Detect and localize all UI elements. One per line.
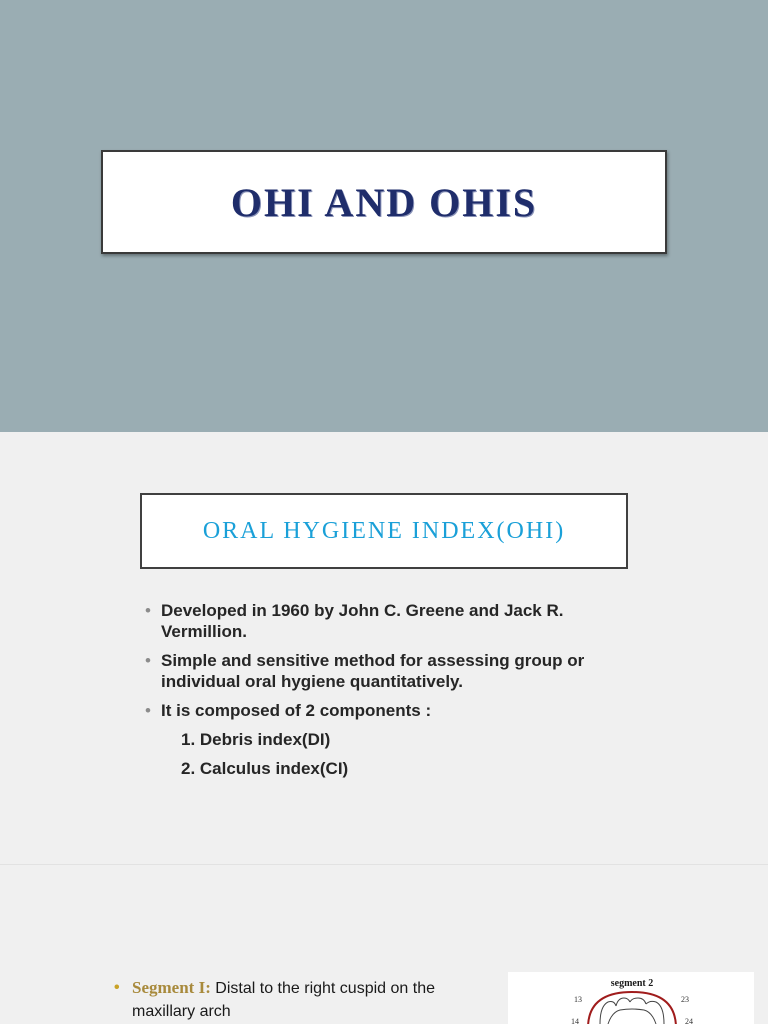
heading-box: [140, 493, 628, 569]
segment-bullet: [114, 976, 494, 1023]
teeth-outline: [600, 998, 664, 1024]
segment-label: Segment I:: [132, 978, 211, 997]
tooth-label: 23: [681, 995, 689, 1004]
segment-slide: [0, 865, 768, 1024]
title-slide: [0, 0, 768, 432]
segment-description: Distal to the right cuspid on the maxillary arch: [132, 980, 435, 1020]
tooth-label: 24: [685, 1017, 693, 1024]
segment-boundary: [588, 992, 676, 1024]
component-item: 2. Calculus index(CI): [181, 759, 349, 778]
dental-arch-svg: [508, 972, 754, 1024]
tooth-label: 14: [571, 1017, 579, 1024]
components-list: [181, 729, 348, 787]
tooth-label: 13: [574, 995, 582, 1004]
component-item: 1. Debris index(DI): [181, 730, 331, 749]
diagram-title: segment 2: [610, 978, 654, 989]
ohi-slide: [0, 432, 768, 864]
slide-title: OHI AND OHIS: [230, 179, 538, 225]
bullet-item: • It is composed of 2 components :: [145, 700, 645, 721]
bullet-item: • Developed in 1960 by John C. Greene and Jack R. Vermillion.: [145, 600, 645, 642]
segment-text: [114, 976, 494, 1023]
title-box: [101, 150, 667, 254]
slide-heading: ORAL HYGIENE INDEX(OHI): [202, 517, 566, 544]
dental-arch-diagram: [508, 972, 754, 1024]
bullet-dot: •: [114, 979, 120, 996]
bullet-item: • Simple and sensitive method for assessing group or individual oral hygiene quantitatively.: [145, 650, 645, 692]
bullet-list: [145, 600, 645, 729]
